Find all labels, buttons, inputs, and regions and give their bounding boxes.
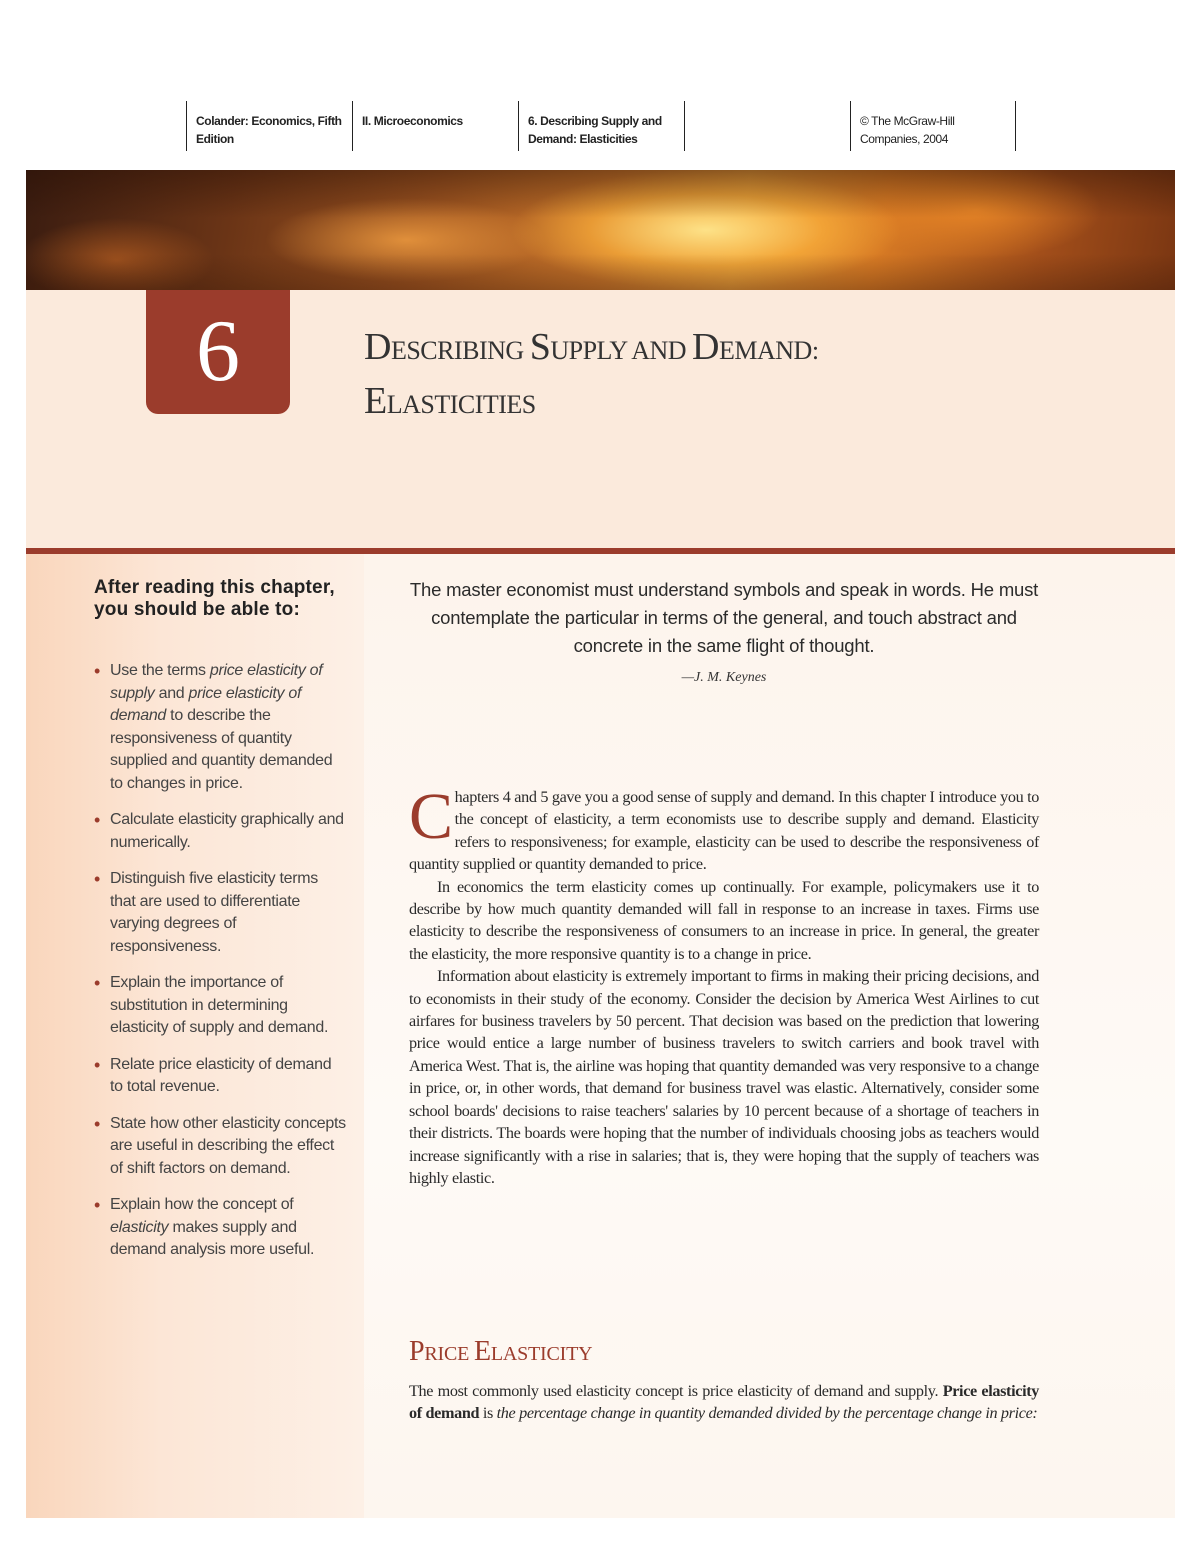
heading-cap: E [473,1336,491,1367]
header-cell-copyright [850,101,1016,151]
title-cap: S [529,326,551,368]
header-part-line1: II. Microeconomics [362,114,463,128]
section-paragraph [409,1380,1039,1425]
header-cell-book [186,101,352,151]
chapter-title [364,322,1064,430]
header-cell-chapter [518,101,684,151]
objective-item: • Calculate elasticity graphically and numerically. [94,809,346,854]
heading-cap: P [409,1336,425,1367]
paragraph-text: hapters 4 and 5 gave you a good sense of supply and demand. In this chapter I introduce you to the concept of elasticity, a term economists use to describe supply and demand. Elasticity refers to responsiveness; for example, elasticity can be used to describe the responsiveness of quantity supplied or quantity demanded to price. [409,788,1039,874]
title-text: ESCRIBING [390,336,530,365]
epigraph-attribution: —J. M. Keynes [681,670,767,685]
definition: the percentage change in quantity demanded divided by the percentage change in price: [496,1404,1038,1423]
paragraph: Information about elasticity is extremely important to firms in making their pricing decisions, and to economists in their study of the economy. Consider the decision by America West Airlines to cut airfares for business travelers by 50 percent. That decision was based on the prediction that lowering price would entice a large number of business travelers to switch carriers and book travel with America West. That is, the airline was hoping that quantity demanded was very responsive to a change in price, or, in other words, that demand for business travel was elastic. Alternatively, consider some school boards' decisions to raise teachers' salaries by 10 percent because of a shortage of teachers in their districts. The boards were hoping that the number of individuals choosing jobs as teachers would increase significantly with a rise in salaries; that is, they were hoping that the supply of teachers was highly elastic. [409,967,1039,1187]
objective-item: • Distinguish five elasticity terms that are used to differentiate varying degrees of responsiveness. [94,868,346,958]
title-cap: E [364,380,387,422]
header-chapter-line1: 6. Describing Supply and [528,114,662,128]
text: is [479,1404,497,1423]
objective-item: • Explain the importance of substitution in determining elasticity of supply and demand. [94,972,346,1040]
epigraph-quote: The master economist must understand symbols and speak in words. He must contemplate the particular in terms of the general, and touch abstract and concrete in the same flight of thought. [409,579,1039,656]
title-text: UPPLY AND [550,336,693,365]
objective-item: • State how other elasticity concepts are useful in describing the effect of shift factors on demand. [94,1113,346,1181]
header-cell-blank [684,101,850,151]
header-copyright-line2: Companies, 2004 [860,132,949,146]
chapter-intro-text [409,780,1039,1189]
header-book-line1: Colander: Economics, Fifth [196,114,342,128]
title-cap: D [692,326,719,368]
objectives-heading: After reading this chapter, you should be able to: [94,577,335,620]
objective-item: • Use the terms price elasticity of supply and price elasticity of demand to describe the responsiveness of quantity supplied and quantity demanded to changes in price. [94,660,346,795]
title-text: EMAND: [718,336,819,365]
chapter-title-line2 [364,376,1064,430]
chapter-banner-image [26,170,1175,290]
paragraph: In economics the term elasticity comes up continually. For example, policymakers use it to describe by how much quantity demanded will fall in response to an increase in taxes. Firms use elasticity to describe the responsiveness of consumers to an increase in price. In general, the greater the elasticity, the more responsive quantity is to a change in price. [409,877,1039,963]
chapter-number-badge: 6 [146,290,290,414]
running-header [186,101,1016,151]
key-term: Price elasticity of demand [409,1382,1039,1423]
chapter-title-line1 [364,322,1064,376]
header-cell-part [352,101,518,151]
objective-item: • Relate price elasticity of demand to total revenue. [94,1054,346,1099]
drop-cap: C [409,780,453,853]
header-chapter-line2: Demand: Elasticities [528,132,638,146]
text: The most commonly used elasticity concept is price elasticity of demand and supply. [409,1382,943,1400]
header-book-line2: Edition [196,132,234,146]
header-copyright-line1: © The McGraw-Hill [860,114,955,128]
paragraph [409,780,1039,876]
heading-text: RICE [424,1343,474,1365]
heading-text: LASTICITY [490,1343,593,1365]
title-text: LASTICITIES [386,390,536,419]
title-cap: D [364,326,391,368]
objective-item: • Explain how the concept of elasticity makes supply and demand analysis more useful. [94,1194,346,1262]
section-heading [409,1336,592,1368]
objectives-list [94,660,346,1276]
